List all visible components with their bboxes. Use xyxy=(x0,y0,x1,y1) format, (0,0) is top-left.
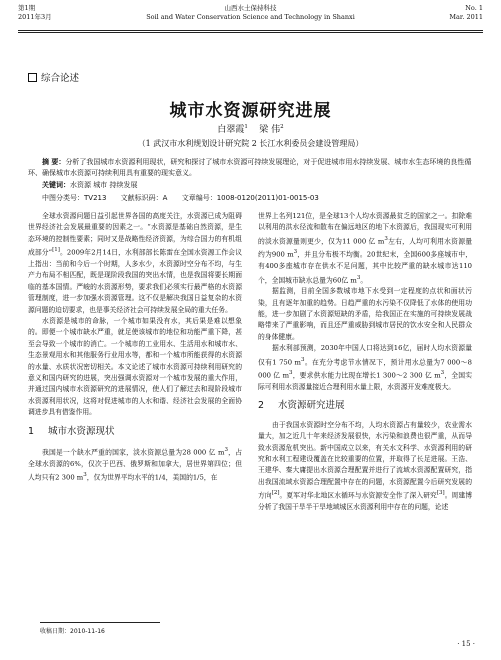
superscript: 3 xyxy=(224,446,228,453)
left-column xyxy=(28,211,242,484)
issue-number: 第1期 xyxy=(18,4,36,12)
author-name: 梁 伟 xyxy=(259,125,281,135)
paragraph-text: 全球水资源问题日益引起世界各国的高度关注，水资源已成为阻碍世界经济社会发展最重要的因素之一。“水资源是基础自然资源，是生态环境的控制性要素；同时又是战略性经济资源，为综合国力的有机组成部分” xyxy=(28,212,242,257)
header-right xyxy=(449,4,483,21)
paragraph: 水资源是城市的命脉，一个城市如果没有水，其后果是难以想象的。即便一个城市缺水严重，就足使该城市的地位和功能严重下降，甚至会导致一个城市的消亡。一个城市的工业用水、生活用水和城市水、生态景观用水和其他服务行业用水等，都和一个城市所能获得的水资源的水量、水质状况密切相关。本文论述了城市水资源可持续利用研究的意义和国内研究的进展，突出强调水资源对一个城市发展的重大作用，并通过国内城市水资源研究的进展情况，使人们了解过去和现阶段城市水资源利用状况，这将对促进城市的人水和谐、经济社会发展的全面协调进步具有借鉴作用。 xyxy=(28,316,242,417)
paragraph-text: ，要求供水能力比现在增长1 300～2 300 亿 m xyxy=(292,371,441,380)
article-title: 城市水资源研究进展 xyxy=(169,101,332,121)
paragraph-text: ，占全球水资源的6%，仅次于巴西、俄罗斯和加拿大，居世界第四位；但人均只有2 300 m xyxy=(28,448,242,482)
superscript: 3 xyxy=(384,235,388,242)
section-title: 城市水资源现状 xyxy=(48,425,115,437)
issue-date-en: Mar. 2011 xyxy=(449,12,483,21)
journal-title-en: Soil and Water Conservation Science and Technology in Shanxi xyxy=(146,12,355,21)
paragraph-text: ，全国实际可利用水资源量接近合理利用水量上限，水资源开发难度极大。 xyxy=(258,371,472,392)
section-heading xyxy=(28,426,242,437)
paragraph-text: 。在充分考虑节水情况下，预计用水总量为7 000～8 000 亿 m xyxy=(258,357,472,380)
author-name: 白翠霞 xyxy=(217,125,245,135)
superscript: 3 xyxy=(440,370,445,377)
received-date-footnote: 收稿日期：2010-11-16 xyxy=(40,628,105,635)
abstract-label: 摘 要： xyxy=(42,158,66,166)
keywords xyxy=(42,180,475,190)
citation: [3] xyxy=(436,490,445,497)
paragraph xyxy=(28,445,242,484)
paragraph-text: 左右，人均可利用水资源量约为900 m xyxy=(258,237,472,259)
author-affil-mark: 2 xyxy=(280,124,284,130)
section-tag xyxy=(28,70,79,84)
superscript: 3 xyxy=(356,274,361,281)
header-rule-top xyxy=(18,30,483,31)
paragraph xyxy=(258,343,472,393)
abstract-text: 分析了我国城市水资源利用现状，研究和探讨了城市水资源可持续发展理论，对于促进城市用水持续发展、城市水生态环境的良性循环、确保城市水资源可持续利用具有重要的现实意义。 xyxy=(28,158,472,177)
paragraph-text: ，并且分布极不均衡。20世纪末，全国600多座城市中，有400多座城市存在供水不足问题，其中比较严重的缺水城市达110个，全国城市缺水总量为60亿 m xyxy=(258,250,472,284)
journal-title-cn: 山西水土保持科技 xyxy=(224,4,277,12)
superscript: 3 xyxy=(293,249,298,256)
issue-number-en: No. 1 xyxy=(465,4,483,12)
section-title: 水资源研究进展 xyxy=(278,400,345,412)
footnote-rule xyxy=(40,622,160,623)
paragraph xyxy=(258,211,472,286)
keywords-label: 关键词： xyxy=(42,181,70,189)
right-column xyxy=(258,211,472,513)
superscript: 3 xyxy=(83,472,87,479)
section-number: 1 xyxy=(28,425,35,437)
page-number: · 15 · xyxy=(457,640,475,648)
paragraph: 据监测，目前全国多数城市地下水受到一定程度的点状和面状污染，且有逐年加重的趋势。日趋严重的水污染不仅降低了水体的使用功能，进一步加剧了水资源短缺的矛盾，给我国正在实施的可持续发展战略带来了严重影响，而且还严重威胁到城市居民的饮水安全和人民群众的身体健康。 xyxy=(258,287,472,341)
paragraph-text: 。 xyxy=(360,275,368,284)
document-code: 文献标识码：A xyxy=(120,194,168,202)
paragraph-text: 我国是一个缺水严重的国家，淡水资源总量为28 000 亿 m xyxy=(42,448,225,457)
superscript: 3 xyxy=(301,356,305,363)
section-tag-label: 综合论述 xyxy=(41,73,80,84)
citation: [1] xyxy=(52,247,60,254)
paragraph-text: 。2009年2月14日，水利部部长陈雷在全国水资源工作会议上指出：当前和今后一个时期，人多水少，水资源时空分布不均，与生产力布局不相匹配，既是现阶段我国的突出水情，也是我国将要长期面临的基本国情。严峻的水资源形势，要求我们必须实行最严格的水资源管理制度，进一步加强水资源管理。这不仅是解决我国日益复杂的水资源问题的迫切要求，也是事关经济社会可持续发展全局的重大任务。 xyxy=(28,248,242,314)
clc-number: 中图分类号：TV213 xyxy=(42,194,107,202)
paragraph xyxy=(28,211,242,316)
header-center xyxy=(18,4,483,21)
section-number: 2 xyxy=(258,400,265,412)
header-rule-bottom xyxy=(18,32,483,33)
checkbox-square-icon xyxy=(28,73,37,82)
author-affil-mark: 1 xyxy=(244,124,248,130)
keywords-text: 水资源 城市 持续发展 xyxy=(70,181,138,189)
section-heading xyxy=(258,400,472,411)
paragraph-text: 世界上名列121位，是全球13个人均水资源最贫乏的国家之一。扣除难以利用的洪水径流和散布在偏远地区的地下水资源后，我国现实可利用的淡水资源量则更少，仅为11 000 亿 m xyxy=(258,212,472,246)
authors xyxy=(0,122,501,135)
paragraph-text: 。周建博分析了我国干旱半干旱地域城区水资源利用中存在的问题，论述 xyxy=(258,491,473,511)
abstract xyxy=(28,157,475,179)
paragraph-text: 。夏军对华北地区水循环与水资源安全作了深入研究 xyxy=(279,491,437,500)
article-id: 文章编号：1008-0120(2011)01-0015-03 xyxy=(181,194,319,202)
running-header xyxy=(18,4,483,30)
paragraph-text: ，仅为世界平均水平的1/4，美国的1/5，在 xyxy=(86,473,218,482)
paragraph-text: 由于我国水资源时空分布不均，人均水资源占有量较少，农业需水量大，加之近几十年来经济发展很快，水污染和浪费也很严重，从而导致水资源危机突出。新中国成立以来，有关水文科学、水资源利用的研究和水利工程建设覆盖在比较重要的位置，并取得了长足进展。王浩、王建华、秦大庸提出水资源合理配置并进行了流域水资源配置研究，指出我国流域水资源合理配置中存在的问题，水资源配置今后研究发展的方向 xyxy=(258,420,472,500)
article-meta xyxy=(42,193,475,203)
issue-date: 2011年3月 xyxy=(18,12,52,21)
paragraph xyxy=(258,420,472,514)
superscript: 3 xyxy=(289,370,293,377)
citation: [2] xyxy=(271,490,280,497)
paragraph-text: 据水利部预测，2030年中国人口将达到16亿，届时人均水资源量仅有1 750 m xyxy=(258,344,472,366)
affiliation: （1 武汉市水利规划设计研究院 2 长江水利委员会建设管理局） xyxy=(137,139,364,148)
